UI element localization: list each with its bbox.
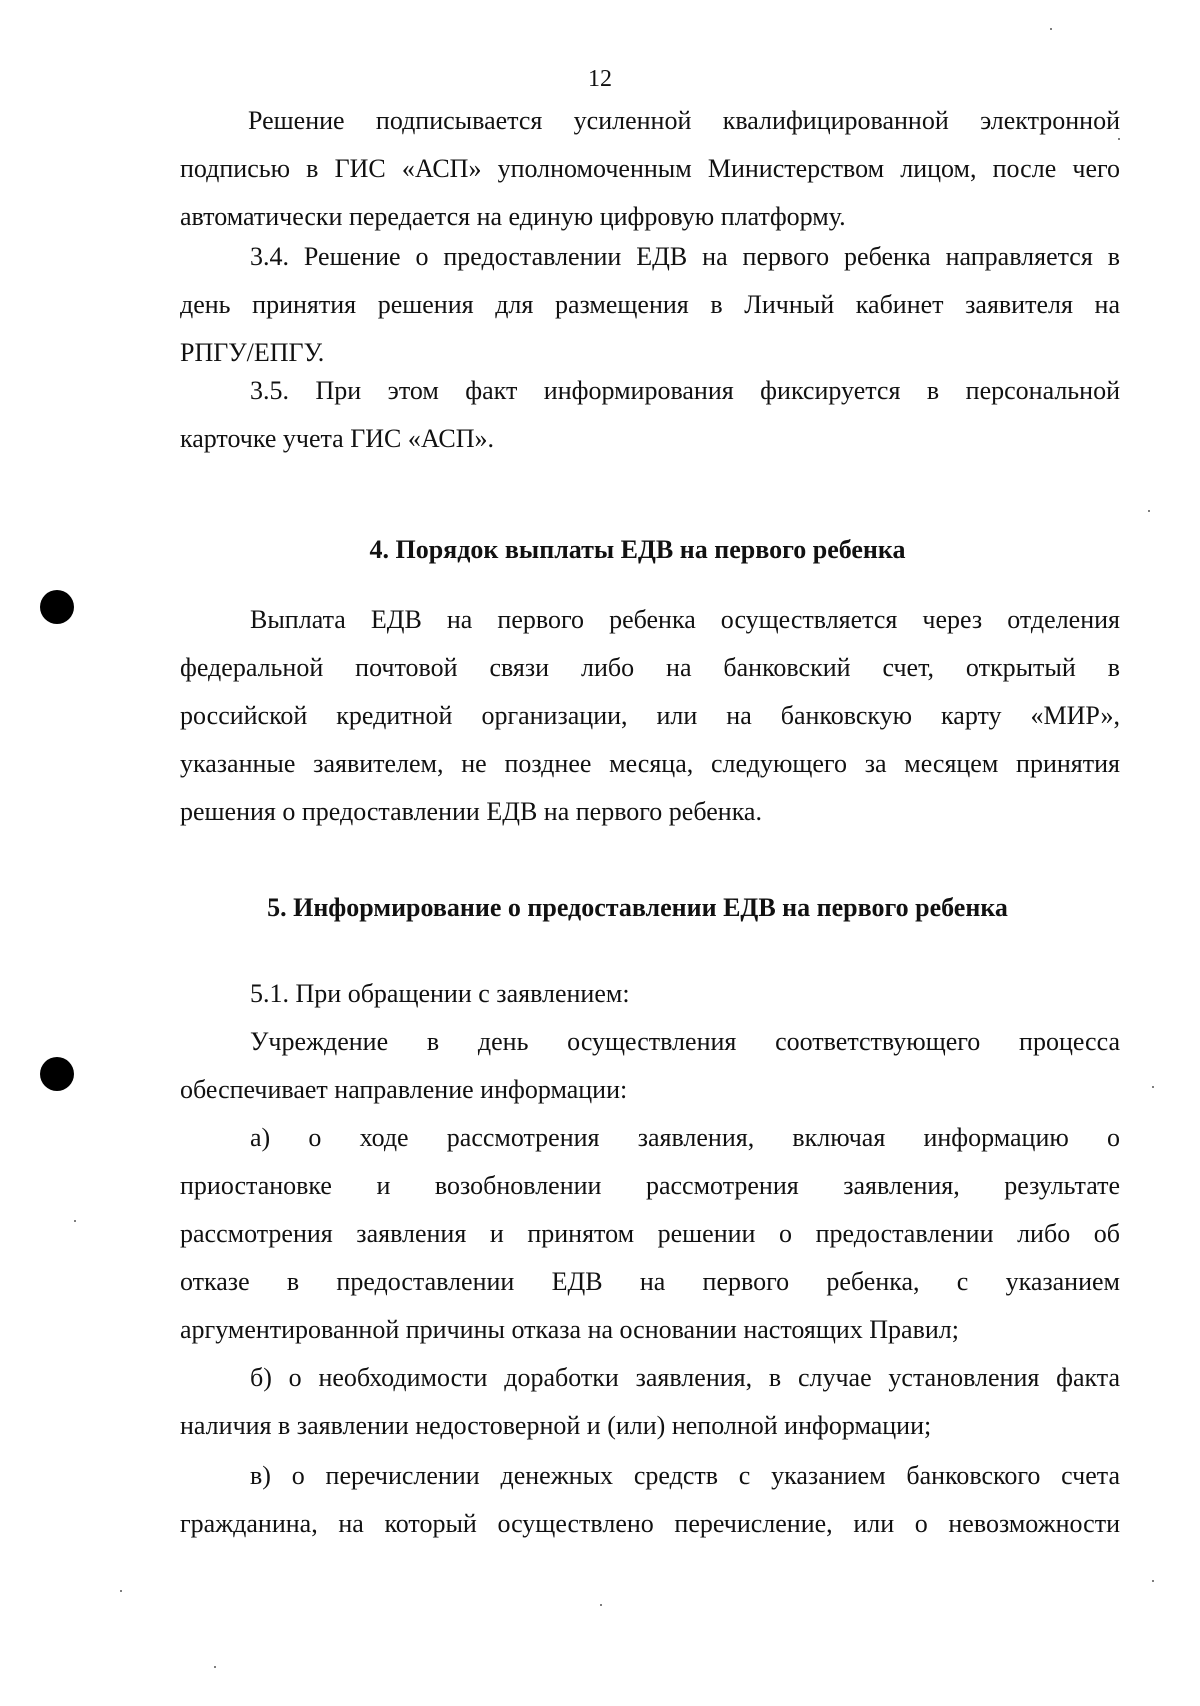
punch-hole-mark [40,1057,74,1091]
section-4-heading: 4. Порядок выплаты ЕДВ на первого ребенка [369,535,906,564]
scan-speck [1050,28,1052,30]
scan-speck [1118,138,1120,140]
scan-speck [1148,510,1150,512]
text-line: решения о предоставлении ЕДВ на первого ребенка. [180,797,762,826]
text-line: обеспечивает направление информации: [180,1075,628,1104]
text-line: Выплата ЕДВ на первого ребенка осуществляется через отделения [250,605,1120,634]
scan-speck [74,1220,76,1222]
text-line: российской кредитной организации, или на банковскую карту «МИР», [180,701,1120,730]
scan-speck [1152,1580,1154,1582]
text-line: Решение подписывается усиленной квалифицированной электронной [248,106,1120,135]
page-number: 12 [588,66,612,92]
paragraph-5-1 [180,970,1120,1018]
text-line: 3.5. При этом факт информирования фиксируется в персональной [250,376,1120,405]
text-line: аргументированной причины отказа на основании настоящих Правил; [180,1315,959,1344]
text-line: РПГУ/ЕПГУ. [180,338,325,367]
text-line: гражданина, на который осуществлено перечисление, или о невозможности [180,1509,1120,1538]
paragraph-section-4 [180,596,1120,836]
text-line: карточке учета ГИС «АСП». [180,424,494,453]
list-item-b [180,1354,1120,1450]
text-line: федеральной почтовой связи либо на банковский счет, открытый в [180,653,1120,682]
scan-speck [1152,1086,1154,1088]
text-line: день принятия решения для размещения в Личный кабинет заявителя на [180,290,1120,319]
list-item-v [180,1452,1120,1548]
text-line: подписью в ГИС «АСП» уполномоченным Министерством лицом, после чего [180,154,1120,183]
scan-speck [214,1666,216,1668]
text-line: 3.4. Решение о предоставлении ЕДВ на первого ребенка направляется в [250,242,1120,271]
text-line: рассмотрения заявления и принятом решении о предоставлении либо об [180,1219,1120,1248]
paragraph-3-4 [180,233,1120,377]
text-line: а) о ходе рассмотрения заявления, включая информацию о [250,1123,1120,1152]
section-5-heading: 5. Информирование о предоставлении ЕДВ на первого ребенка [267,893,1008,922]
text-line: отказе в предоставлении ЕДВ на первого ребенка, с указанием [180,1267,1120,1296]
text-line: наличия в заявлении недостоверной и (или) неполной информации; [180,1411,932,1440]
text-line: 5.1. При обращении с заявлением: [250,979,630,1008]
scan-speck [120,1590,122,1592]
text-line: указанные заявителем, не позднее месяца, следующего за месяцем принятия [180,749,1120,778]
text-line: приостановке и возобновлении рассмотрения заявления, результате [180,1171,1120,1200]
paragraph-institution [180,1018,1120,1114]
text-line: Учреждение в день осуществления соответствующего процесса [250,1027,1120,1056]
text-line: в) о перечислении денежных средств с указанием банковского счета [250,1461,1120,1490]
text-line: б) о необходимости доработки заявления, в случае установления факта [250,1363,1120,1392]
scan-speck [600,1604,602,1606]
text-line: автоматически передается на единую цифровую платформу. [180,202,846,231]
list-item-a [180,1114,1120,1354]
punch-hole-mark [40,590,74,624]
paragraph-decision-signing [180,97,1120,241]
paragraph-3-5 [180,367,1120,463]
